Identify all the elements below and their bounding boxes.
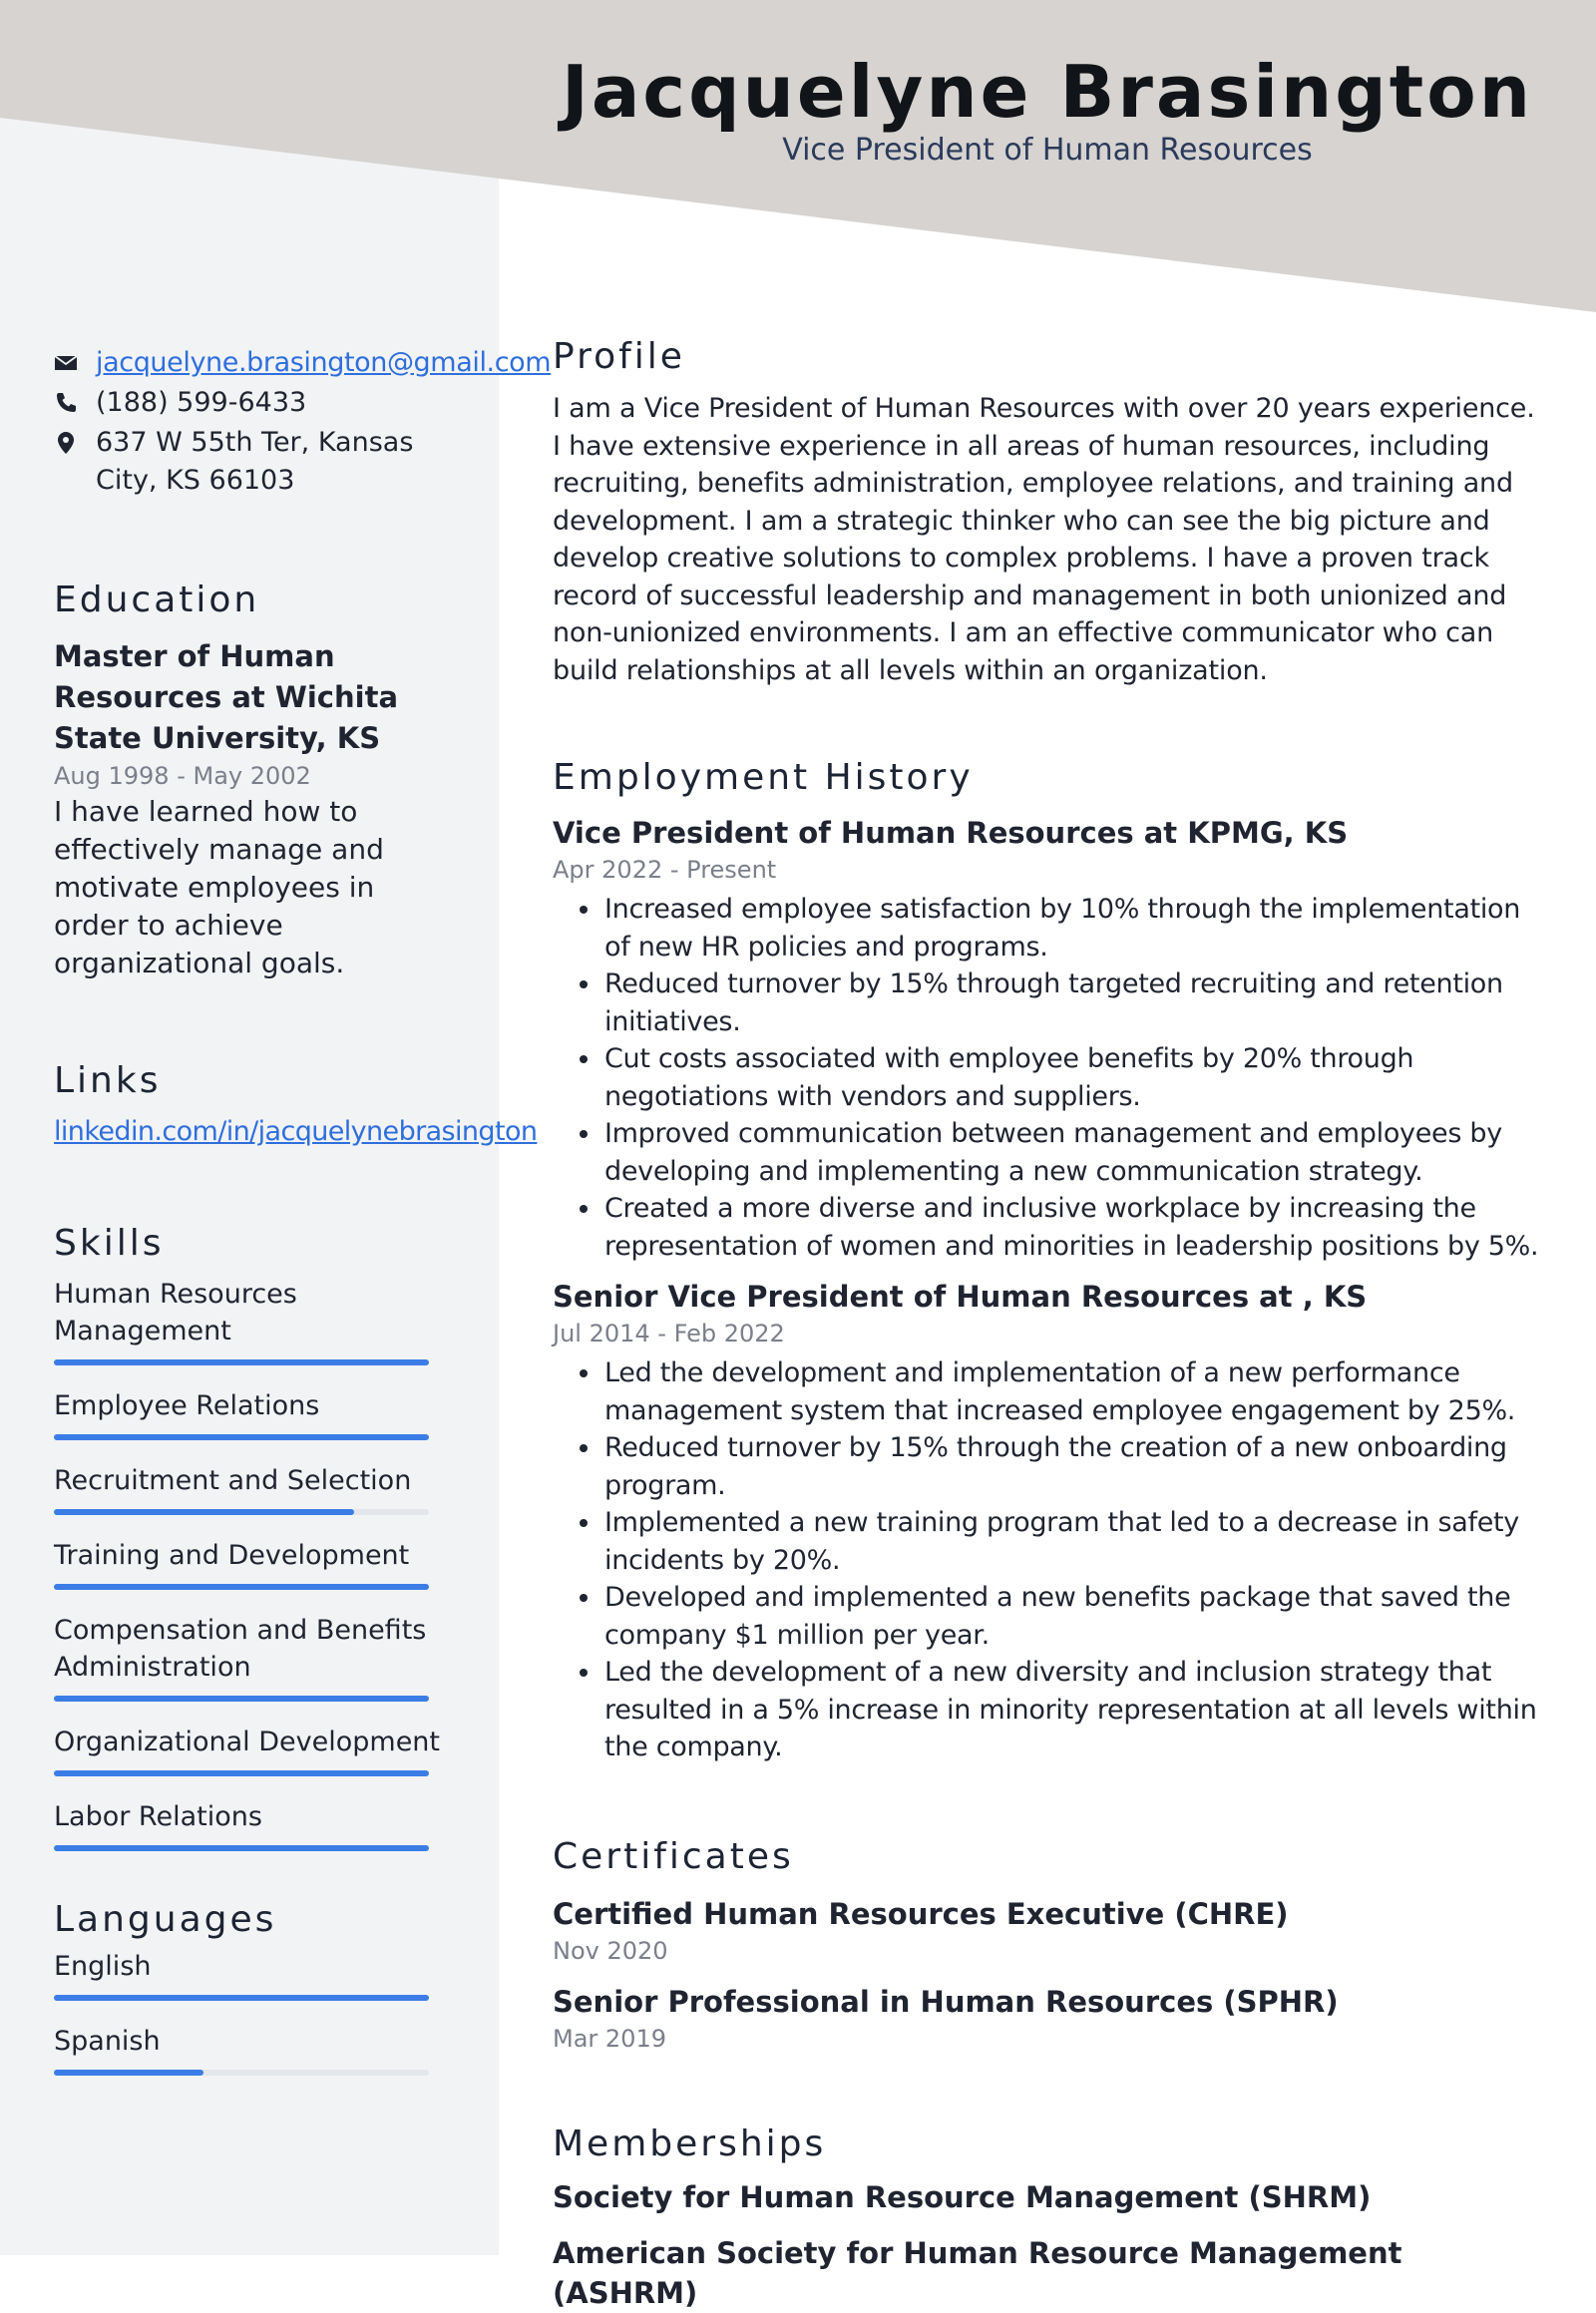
memberships-list: [553, 2177, 1550, 2313]
skill-level-fill: [54, 1359, 429, 1365]
job-dates: Apr 2022 - Present: [553, 856, 777, 884]
address-text: 637 W 55th Ter, Kansas City, KS 66103: [96, 427, 414, 496]
certificate-entry: [553, 1894, 1550, 1968]
certificate-date: Nov 2020: [553, 1936, 668, 1965]
candidate-name: Jacquelyne Brasington: [562, 50, 1533, 134]
education-description: I have learned how to effectively manage and motivate employees in order to achieve organizational goals.: [54, 795, 384, 979]
languages-section: [54, 1899, 453, 2076]
job-bullet: Reduced turnover by 15% through the creation of a new onboarding program.: [553, 1429, 1550, 1504]
certificate-title: Senior Professional in Human Resources (SPHR): [553, 1984, 1339, 2019]
profile-title: Profile: [553, 336, 685, 377]
memberships-section: [553, 2121, 1550, 2313]
job-bullets: [553, 1354, 1550, 1766]
employment-title: Employment History: [553, 757, 974, 798]
job-entry: [553, 1277, 1550, 1766]
phone-icon: [54, 384, 96, 422]
language-item: [54, 2023, 453, 2076]
email-link[interactable]: jacquelyne.brasington@gmail.com: [96, 347, 552, 378]
certificates-list: [553, 1894, 1550, 2056]
job-bullet: Increased employee satisfaction by 10% through the implementation of new HR policies and programs.: [553, 891, 1550, 965]
contact-email-row: [54, 344, 552, 382]
certificate-entry: [553, 1982, 1550, 2056]
language-level-fill: [54, 1995, 429, 2001]
education-degree: Master of Human Resources at Wichita State University, KS: [54, 639, 399, 755]
skill-label: Organizational Development: [54, 1727, 441, 1757]
job-bullet: Led the development of a new diversity and inclusion strategy that resulted in a 5% increase in minority representation at all levels within the company.: [553, 1654, 1550, 1766]
skill-item: [54, 1387, 453, 1440]
skill-item: [54, 1276, 453, 1365]
skill-label: Training and Development: [54, 1540, 410, 1571]
job-dates: Jul 2014 - Feb 2022: [553, 1320, 785, 1348]
language-level-fill: [54, 2070, 203, 2076]
job-bullets: [553, 891, 1550, 1265]
skill-level-bar: [54, 1584, 429, 1590]
contact-block: [54, 344, 552, 500]
language-level-bar: [54, 1995, 429, 2001]
education-title: Education: [54, 579, 260, 620]
skill-level-bar: [54, 1434, 429, 1440]
skill-item: [54, 1612, 453, 1702]
jobs-list: [553, 813, 1550, 1766]
skill-level-bar: [54, 1770, 429, 1776]
skills-title: Skills: [54, 1223, 165, 1264]
job-entry: [553, 813, 1550, 1265]
skill-item: [54, 1798, 453, 1851]
contact-phone-row: [54, 384, 453, 422]
skill-item: [54, 1537, 453, 1590]
language-item: [54, 1948, 453, 2001]
envelope-icon: [54, 344, 96, 382]
sidebar: [54, 344, 552, 2098]
skill-level-fill: [54, 1509, 354, 1515]
language-level-bar: [54, 2070, 429, 2076]
linkedin-link[interactable]: linkedin.com/in/jacquelynebrasington: [54, 1116, 538, 1147]
certificates-section: [553, 1834, 1550, 2056]
certificate-title: Certified Human Resources Executive (CHRE): [553, 1896, 1289, 1931]
skill-level-bar: [54, 1359, 429, 1365]
certificate-date: Mar 2019: [553, 2024, 666, 2053]
skills-list: [54, 1276, 453, 1851]
language-label: Spanish: [54, 2026, 161, 2057]
skills-section: [54, 1223, 453, 1851]
skill-level-bar: [54, 1509, 429, 1515]
skill-level-bar: [54, 1845, 429, 1851]
skill-level-fill: [54, 1584, 429, 1590]
job-bullet: Implemented a new training program that led to a decrease in safety incidents by 20%.: [553, 1504, 1550, 1579]
languages-title: Languages: [54, 1899, 277, 1940]
phone-text: (188) 599-6433: [96, 387, 307, 418]
skill-item: [54, 1724, 453, 1776]
profile-section: [553, 334, 1550, 689]
links-title: Links: [54, 1060, 162, 1101]
skill-label: Human Resources Management: [54, 1279, 297, 1347]
languages-list: [54, 1948, 453, 2076]
job-bullet: Created a more diverse and inclusive workplace by increasing the representation of women and minorities in leadership positions by 5%.: [553, 1190, 1550, 1265]
job-title: Vice President of Human Resources at KPMG, KS: [553, 816, 1349, 850]
links-section: [54, 1060, 538, 1151]
skill-level-fill: [54, 1696, 429, 1702]
skill-label: Employee Relations: [54, 1390, 320, 1421]
contact-address-row: [54, 424, 453, 500]
profile-text: I am a Vice President of Human Resources with over 20 years experience. I have extensive experience in all areas of human resources, including recruiting, benefits administration, employee relations, and training and development. I am a strategic thinker who can see the big picture and develop creative solutions to complex problems. I have a proven track record of successful leadership and management in both unionized and non-unionized environments. I am an effective communicator who can build relationships at all levels within an organization.: [553, 393, 1535, 686]
skill-level-fill: [54, 1434, 429, 1440]
job-bullet: Cut costs associated with employee benefits by 20% through negotiations with vendors and suppliers.: [553, 1040, 1550, 1115]
resume-header: [499, 50, 1596, 170]
employment-section: [553, 755, 1550, 1766]
certificates-title: Certificates: [553, 1835, 794, 1877]
education-section: [54, 579, 453, 982]
skill-label: Compensation and Benefits Administration: [54, 1615, 427, 1683]
skill-level-bar: [54, 1696, 429, 1702]
membership-item: Society for Human Resource Management (SHRM): [553, 2179, 1372, 2214]
job-bullet: Reduced turnover by 15% through targeted recruiting and retention initiatives.: [553, 965, 1550, 1040]
language-label: English: [54, 1951, 152, 1982]
candidate-role: Vice President of Human Resources: [782, 133, 1313, 168]
job-bullet: Developed and implemented a new benefits package that saved the company $1 million per year.: [553, 1579, 1550, 1654]
skill-level-fill: [54, 1770, 429, 1776]
job-title: Senior Vice President of Human Resources at , KS: [553, 1280, 1368, 1314]
skill-label: Labor Relations: [54, 1801, 262, 1832]
memberships-title: Memberships: [553, 2122, 827, 2164]
main-content: [553, 334, 1550, 2313]
skill-label: Recruitment and Selection: [54, 1465, 412, 1496]
skill-item: [54, 1462, 453, 1515]
map-pin-icon: [54, 424, 96, 462]
skill-level-fill: [54, 1845, 429, 1851]
job-bullet: Improved communication between management and employees by developing and implementing a new communication strategy.: [553, 1115, 1550, 1190]
education-dates: Aug 1998 - May 2002: [54, 762, 311, 790]
job-bullet: Led the development and implementation of a new performance management system that increased employee engagement by 25%.: [553, 1354, 1550, 1429]
membership-item: American Society for Human Resource Management (ASHRM): [553, 2235, 1402, 2310]
